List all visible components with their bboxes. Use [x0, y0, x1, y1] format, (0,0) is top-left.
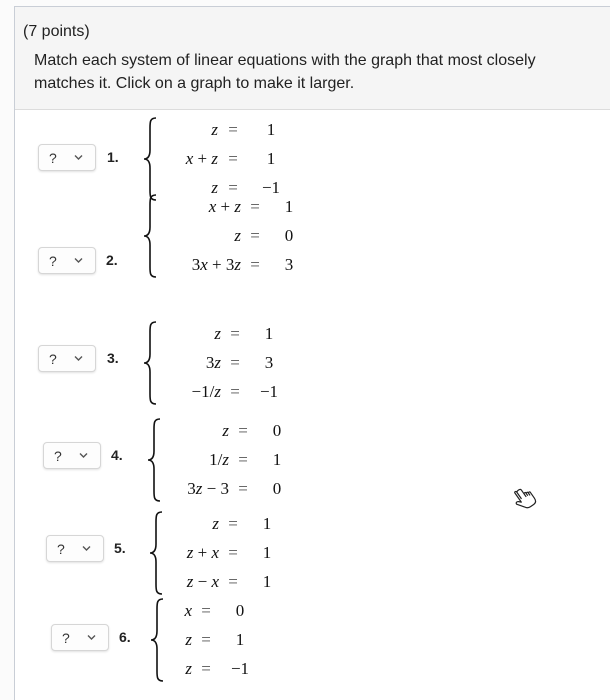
equation-rhs: 3	[264, 353, 274, 372]
chevron-down-icon	[87, 634, 96, 641]
equation-lhs: z	[212, 514, 219, 533]
equation-lhs: 3z	[205, 353, 221, 372]
equals-sign: =	[250, 197, 260, 216]
equals-sign: =	[230, 353, 240, 372]
equation-rhs: 1	[284, 197, 294, 216]
equals-sign: =	[228, 178, 238, 197]
equation-rhs: 3	[284, 255, 294, 274]
equation-rhs: 0	[272, 479, 282, 498]
answer-dropdown-4[interactable]	[43, 442, 101, 469]
equation-rhs: 0	[235, 601, 245, 620]
equation-lhs: z	[234, 226, 241, 245]
instructions-text: Match each system of linear equations with the graph that most closely matches it. Click on a graph to make it larger.	[34, 52, 536, 92]
dropdown-selected-value: ?	[49, 351, 57, 367]
answer-dropdown-6[interactable]	[51, 624, 109, 651]
hand-cursor-icon	[511, 486, 537, 512]
equation-system-3	[143, 320, 309, 408]
equation-system-2	[143, 193, 329, 281]
system-number: 6.	[119, 629, 131, 645]
equals-sign: =	[228, 543, 238, 562]
equation-lhs: 3z − 3	[187, 479, 229, 498]
equals-sign: =	[238, 450, 248, 469]
equation-lhs: z	[214, 324, 221, 343]
system-number: 3.	[107, 350, 119, 366]
dropdown-selected-value: ?	[54, 448, 62, 464]
chevron-down-icon	[74, 154, 83, 161]
chevron-down-icon	[74, 257, 83, 264]
equation-system-1	[143, 116, 311, 204]
equation-rhs: 0	[284, 226, 294, 245]
equation-lhs: z	[222, 421, 229, 440]
equation-lhs: z − x	[186, 572, 219, 591]
equation-system-4	[147, 417, 317, 505]
equals-sign: =	[201, 659, 211, 678]
equation-rhs: −1	[259, 382, 279, 401]
equation-system-6	[150, 597, 280, 685]
equation-lhs: z	[211, 178, 218, 197]
equals-sign: =	[250, 255, 260, 274]
chevron-down-icon	[74, 355, 83, 362]
equation-lhs: z	[185, 659, 192, 678]
equation-lhs: 3x + 3z	[191, 255, 241, 274]
equation-rhs: 0	[272, 421, 282, 440]
equation-rhs: 1	[266, 149, 276, 168]
equation-lhs: −1/z	[191, 382, 221, 401]
chevron-down-icon	[82, 545, 91, 552]
dropdown-selected-value: ?	[57, 541, 65, 557]
equation-rhs: −1	[261, 178, 281, 197]
equation-lhs: x	[184, 601, 192, 620]
equals-sign: =	[228, 120, 238, 139]
system-number: 1.	[107, 149, 119, 165]
system-number: 4.	[111, 447, 123, 463]
equation-lhs: x + z	[185, 149, 218, 168]
equation-lhs: 1/z	[209, 450, 229, 469]
equals-sign: =	[250, 226, 260, 245]
equation-rhs: −1	[230, 659, 250, 678]
equals-sign: =	[228, 514, 238, 533]
equation-rhs: 1	[262, 572, 272, 591]
question-panel	[14, 6, 610, 700]
equation-rhs: 1	[235, 630, 245, 649]
dropdown-selected-value: ?	[49, 150, 57, 166]
system-number: 2.	[106, 252, 118, 268]
equation-lhs: z	[211, 120, 218, 139]
dropdown-selected-value: ?	[49, 253, 57, 269]
answer-dropdown-2[interactable]	[38, 247, 96, 274]
equation-rhs: 1	[262, 543, 272, 562]
equals-sign: =	[228, 572, 238, 591]
equals-sign: =	[238, 421, 248, 440]
equals-sign: =	[201, 601, 211, 620]
equation-lhs: z	[185, 630, 192, 649]
equation-lhs: z + x	[186, 543, 219, 562]
equation-rhs: 1	[264, 324, 274, 343]
equals-sign: =	[201, 630, 211, 649]
equals-sign: =	[228, 149, 238, 168]
points-label: (7 points)	[23, 23, 90, 40]
answer-dropdown-3[interactable]	[38, 345, 96, 372]
equals-sign: =	[230, 324, 240, 343]
dropdown-selected-value: ?	[62, 630, 70, 646]
equation-rhs: 1	[266, 120, 276, 139]
system-number: 5.	[114, 540, 126, 556]
equals-sign: =	[238, 479, 248, 498]
answer-dropdown-1[interactable]	[38, 144, 96, 171]
question-header	[15, 7, 610, 110]
equals-sign: =	[230, 382, 240, 401]
equation-lhs: x + z	[208, 197, 241, 216]
equation-rhs: 1	[262, 514, 272, 533]
answer-dropdown-5[interactable]	[46, 535, 104, 562]
equation-rhs: 1	[272, 450, 282, 469]
chevron-down-icon	[79, 452, 88, 459]
equation-system-5	[149, 510, 307, 598]
